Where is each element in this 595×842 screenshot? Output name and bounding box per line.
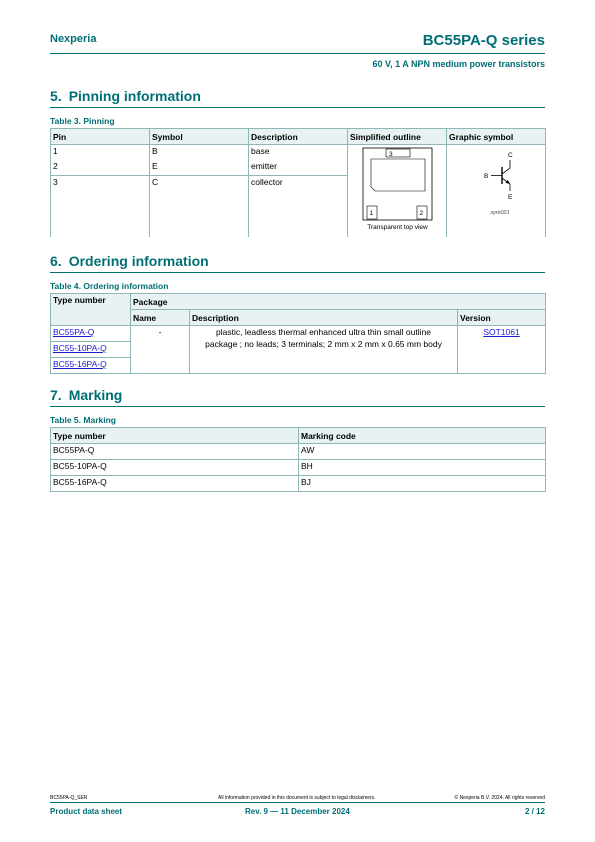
column-header-name: Name: [131, 310, 190, 326]
section-title-ordering: [50, 253, 545, 273]
pad-label-1: 1: [369, 210, 374, 217]
description-cell: base: [249, 145, 348, 161]
column-header-outline: Simplified outline: [348, 129, 447, 145]
section-pinning: [50, 88, 545, 237]
document-subtitle: 60 V, 1 A NPN medium power transistors: [372, 59, 545, 69]
column-header-package: Package: [131, 294, 546, 310]
table-row: [51, 326, 546, 342]
column-header-symbol: Symbol: [150, 129, 249, 145]
section-title-pinning: [50, 88, 545, 108]
footer-doc-id: BC55PA-Q_SER: [50, 795, 88, 801]
pin-cell: 3: [51, 176, 150, 237]
package-version-cell: [458, 326, 546, 374]
symbol-cell: C: [150, 176, 249, 237]
symbol-cell: E: [150, 160, 249, 176]
footer-divider: [50, 802, 545, 803]
table-row: [51, 476, 546, 492]
column-header-description: Description: [249, 129, 348, 145]
package-name-cell: -: [131, 326, 190, 374]
column-header-graphic-symbol: Graphic symbol: [447, 129, 546, 145]
symbol-reference: sym021: [490, 210, 510, 216]
graphic-symbol-cell: [447, 145, 546, 238]
type-number-cell: BC55PA-Q: [51, 444, 299, 460]
type-number-link[interactable]: BC55-16PA-Q: [53, 359, 107, 369]
type-number-cell: [51, 358, 131, 374]
type-number-link[interactable]: BC55-10PA-Q: [53, 343, 107, 353]
pad-label-3: 3: [389, 151, 393, 158]
description-cell: collector: [249, 176, 348, 237]
section-number: 6.: [50, 253, 62, 269]
document-title: BC55PA-Q series: [422, 32, 545, 49]
section-title-marking: [50, 387, 545, 407]
outline-caption: Transparent top view: [367, 224, 428, 231]
pinning-table: [50, 128, 546, 237]
pad-label-2: 2: [419, 210, 424, 217]
column-header-pin: Pin: [51, 129, 150, 145]
column-header-type-number: Type number: [51, 428, 299, 444]
table-caption: Table 5. Marking: [50, 415, 116, 425]
emitter-label: E: [508, 194, 513, 201]
package-outline-drawing: [350, 146, 445, 234]
header-divider: [50, 53, 545, 54]
table-row: [51, 444, 546, 460]
table-header-row: [51, 129, 546, 145]
type-number-cell: [51, 326, 131, 342]
section-heading: Marking: [68, 387, 123, 403]
section-marking: [50, 387, 545, 492]
footer-page-number: 2 / 12: [524, 807, 545, 816]
marking-code-cell: BJ: [299, 476, 546, 492]
table-row: [51, 145, 546, 161]
section-number: 7.: [50, 387, 62, 403]
footer-doc-type: Product data sheet: [50, 807, 123, 816]
section-heading: Ordering information: [68, 253, 209, 269]
footer-disclaimer: All information provided in this document is subject to legal disclaimers.: [218, 795, 376, 801]
package-version-link[interactable]: SOT1061: [483, 327, 520, 337]
table-caption: Table 3. Pinning: [50, 116, 115, 126]
marking-table: [50, 427, 546, 492]
type-number-cell: [51, 342, 131, 358]
brand-name: Nexperia: [50, 33, 97, 45]
table-header-row: [51, 294, 546, 310]
section-heading: Pinning information: [68, 88, 201, 104]
section-number: 5.: [50, 88, 62, 104]
collector-label: C: [508, 152, 513, 159]
pin-cell: 2: [51, 160, 150, 176]
marking-code-cell: BH: [299, 460, 546, 476]
symbol-cell: B: [150, 145, 249, 161]
column-header-description: Description: [190, 310, 458, 326]
description-cell: emitter: [249, 160, 348, 176]
simplified-outline-cell: [348, 145, 447, 238]
column-header-type-number: Type number: [51, 294, 131, 326]
pin-cell: 1: [51, 145, 150, 161]
type-number-cell: BC55-16PA-Q: [51, 476, 299, 492]
type-number-link[interactable]: BC55PA-Q: [53, 327, 95, 337]
marking-code-cell: AW: [299, 444, 546, 460]
table-row: [51, 460, 546, 476]
ordering-table: [50, 293, 546, 374]
type-number-cell: BC55-10PA-Q: [51, 460, 299, 476]
footer-copyright: © Nexperia B.V. 2024. All rights reserved: [454, 795, 545, 801]
base-label: B: [484, 173, 489, 180]
column-header-marking-code: Marking code: [299, 428, 546, 444]
table-caption: Table 4. Ordering information: [50, 281, 169, 291]
table-header-row: [51, 428, 546, 444]
npn-transistor-icon: [449, 146, 544, 234]
section-ordering: [50, 253, 545, 374]
column-header-version: Version: [458, 310, 546, 326]
package-description-cell: plastic, leadless thermal enhanced ultra thin small outline package ; no leads; 3 terminals; 2 mm x 2 mm x 0.65 mm body: [190, 326, 458, 374]
footer-revision: Rev. 9 — 11 December 2024: [245, 807, 350, 816]
